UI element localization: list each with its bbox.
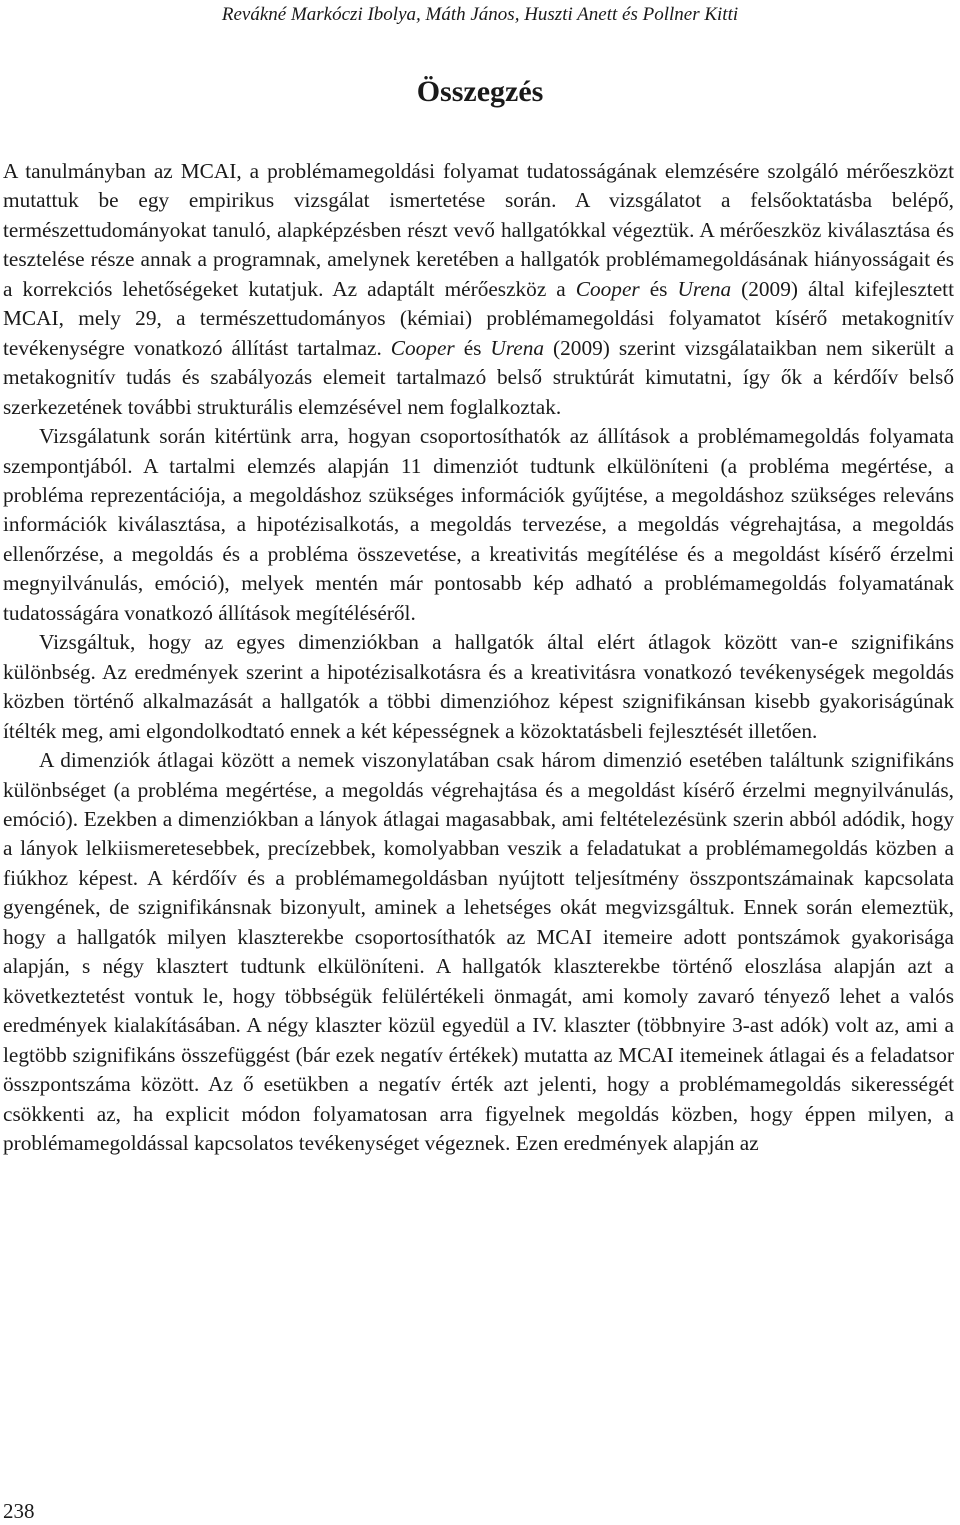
author-urena-2: Urena [490, 335, 545, 360]
paragraph-1-text-2: és [639, 276, 678, 301]
paragraph-1-text-4: és [454, 335, 491, 360]
page-number: 238 [3, 1499, 35, 1523]
paragraph-1-text-5: (2009) szerint vizsgálataikban nem sikerült a metakognitív tudás és szabályozás elemeit tartalmazó belső struktúrát kimutatni, így ők a kérdőív belső szerkezetének további strukturális elemzésével nem foglalkoztak. [3, 335, 954, 419]
paragraph-1 [3, 157, 954, 422]
running-head: Revákné Markóczi Ibolya, Máth János, Huszti Anett és Pollner Kitti [221, 4, 739, 25]
paragraph-2: Vizsgálatunk során kitértünk arra, hogyan csoportosíthatók az állítások a problémamegoldás folyamata szempontjából. A tartalmi elemzés alapján 11 dimenziót tudtunk elkülöníteni (a probléma megértése, a probléma reprezentációja, a megoldáshoz szükséges információk gyűjtése, a megoldáshoz szükséges releváns információk kiválasztása, a hipotézisalkotás, a megoldás tervezése, a megoldás végrehajtása, a megoldás ellenőrzése, a megoldás és a probléma összevetése, a kreativitás megítélése és a megoldást kísérő érzelmi megnyilvánulás, emóció), melyek mentén már pontosabb kép adható a problémamegoldás folyamatának tudatosságára vonatkozó állítások megítéléséről. [3, 424, 954, 625]
author-cooper-1: Cooper [575, 276, 640, 301]
paragraph-4: A dimenziók átlagai között a nemek viszonylatában csak három dimenzió esetében találtunk szignifikáns különbséget (a probléma megértése, a megoldás végrehajtása és a megoldást kísérő érzelmi megnyilvánulás, emóció). Ezekben a dimenziókban a lányok átlagai magasabbak, ami feltételezésünk szerin abból adódik, hogy a lányok lelkiismeretesebbek, precízebbek, komolyabban veszik a feladatukat a problémamegoldás közben a fiúkhoz képest. A kérdőív és a problémamegoldásban nyújtott teljesítmény összpontszámainak kapcsolata gyengének, de szignifikánsnak bizonyult, aminek a lehetséges okát megvizsgáltuk. Ennek során elemeztük, hogy a hallgatók milyen klaszterekbe csoportosíthatók az MCAI itemeire adott pontszámok gyakorisága alapján, s négy klasztert tudtunk elkülöníteni. A hallgatók klaszterekbe történő eloszlása alapján azt a következtetést vontuk le, hogy többségük felülértékeli önmagát, ami komoly zavaró tényező lehet a valós eredmények kialakításában. A négy klaszter közül egyedül a IV. klaszter (többnyire 3-ast adók) volt az, ami a legtöbb szignifikáns összefüggést (bár ezek negatív értékek) mutatta az MCAI itemeinek átlagai és a feladatsor összpontszáma között. Az ő esetükben a negatív érték azt jelenti, hogy a problémamegoldás sikerességét csökkenti az, ha explicit módon folyamatosan arra figyelnek megoldás közben, hogy éppen milyen, a problémamegoldással kapcsolatos tevékenységet végeznek. Ezen eredmények alapján az [3, 748, 954, 1155]
author-cooper-2: Cooper [390, 335, 455, 360]
section-title: Összegzés [416, 75, 544, 108]
paragraph-3: Vizsgáltuk, hogy az egyes dimenziókban a hallgatók által elért átlagok között van-e szignifikáns különbség. Az eredmények szerint a hipotézisalkotásra és a kreativitásra vonatkozó tevékenységek megoldás közben történő alkalmazását a hallgatók a többi dimenzióhoz képest szignifikánsan kisebb gyakoriságúnak ítélték meg, ami elgondolkodtató ennek a két képességnek a közoktatásbeli fejlesztését illetően. [3, 630, 954, 743]
paragraph-1-text-3: (2009) által kifejlesztett MCAI, mely 29, a természettudományos (kémiai) problémamegoldási folyamatot kísérő metakognitív tevékenységre vonatkozó állítást tartalmaz. [3, 276, 954, 360]
author-urena-1: Urena [677, 276, 732, 301]
body-text [3, 157, 954, 1158]
paragraph-1-text-1: A tanulmányban az MCAI, a problémamegoldási folyamat tudatosságának elemzésére szolgáló mérőeszközt mutattuk be egy empirikus vizsgálat ismertetése során. A vizsgálatot a felsőoktatásba belépő, természettudományokat tanuló, alapképzésben részt vevő hallgatókkal végeztük. A mérőeszköz kiválasztása és tesztelése része annak a programnak, amelynek keretében a hallgatók problémamegoldásának hiányosságait és a korrekciós lehetőségeket kutatjuk. Az adaptált mérőeszköz a [3, 159, 954, 301]
